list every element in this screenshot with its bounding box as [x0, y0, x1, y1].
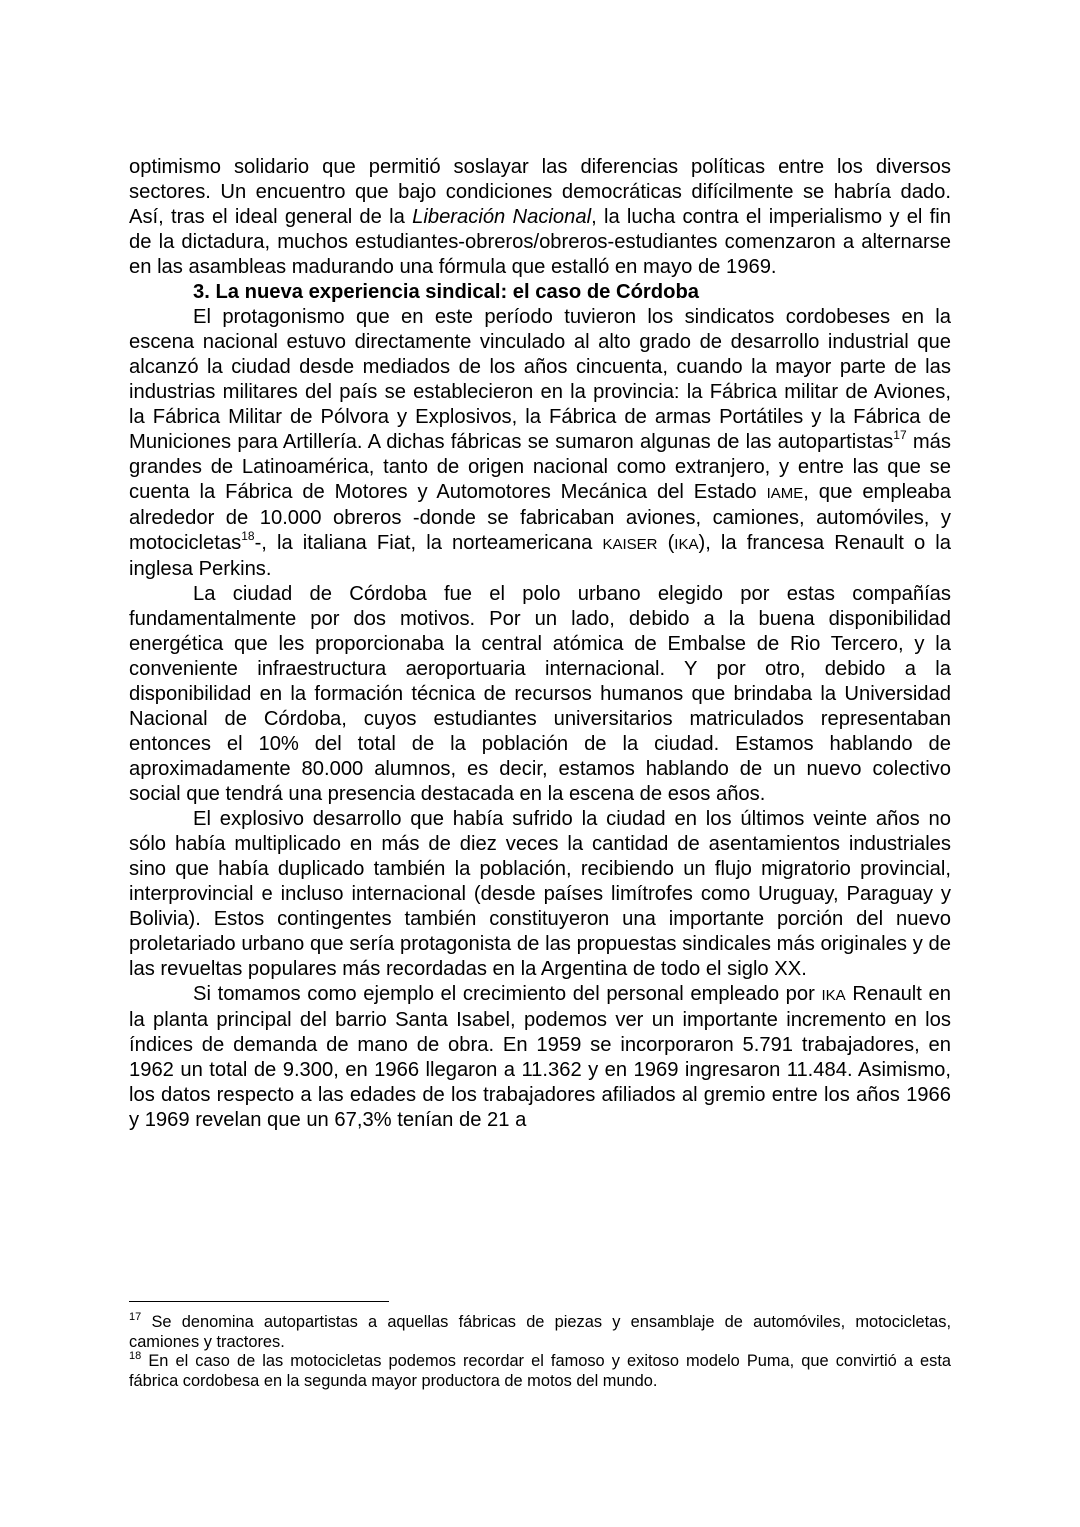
paragraph-1-text-3: , que empleaba alrededor de 10.000 obreros -donde se fabricaban aviones, camiones, automóviles, y motocicletas	[129, 481, 951, 554]
paragraph-4-text-2: Renault en la planta principal del barrio Santa Isabel, podemos ver un importante incremento en los índices de demanda de mano de obra. En 1959 se incorporaron 5.791 trabajadores, en 1962 un total de 9.300, en 1966 llegaron a 11.362 y en 1969 ingresaron 11.484. Asimismo, los datos respecto a las edades de los trabajadores afiliados al gremio entre los años 1966 y 1969 revelan que un 67,3% tenían de 21 a	[129, 983, 951, 1131]
footnote-number-18: 18	[129, 1350, 142, 1362]
acronym-ika: IKA	[674, 536, 699, 553]
body-text	[129, 155, 951, 1133]
acronym-kaiser: KAISER	[602, 536, 658, 553]
paragraph-1-text-2: más grandes de Latinoamérica, tanto de origen nacional como extranjero, y entre las que se cuenta la Fábrica de Motores y Automotores Mecánica del Estado	[129, 431, 951, 503]
footnote-ref-17: 17	[893, 428, 907, 442]
paragraph-growth: El explosivo desarrollo que había sufrido la ciudad en los últimos veinte años no sólo había multiplicado en más de diez veces la cantidad de asentamientos industriales sino que había duplicado también la población, recibiendo un flujo migratorio provincial, interprovincial e incluso internacional (desde países limítrofes como Uruguay, Paraguay y Bolivia). Estos contingentes también constituyeron una importante porción del nuevo proletariado urbano que sería protagonista de las propuestas sindicales más originales y de las revueltas populares más recordadas en la Argentina de todo el siglo XX.	[129, 808, 951, 980]
paragraph-4-text-1: Si tomamos como ejemplo el crecimiento del personal empleado por	[193, 983, 822, 1005]
footnote-18	[129, 1352, 951, 1391]
paragraph-city-choice: La ciudad de Córdoba fue el polo urbano elegido por estas compañías fundamentalmente por dos motivos. Por un lado, debido a la buena disponibilidad energética que les proporcionaba la central atómica de Embalse de Rio Tercero, y la conveniente infraestructura aeroportuaria internacional. Y por otro, debido a la disponibilidad en la formación técnica de recursos humanos que brindaba la Universidad Nacional de Córdoba, cuyos estudiantes universitarios matriculados representaban entonces el 10% del total de la población de la ciudad. Estamos hablando de aproximadamente 80.000 alumnos, es decir, estamos hablando de un nuevo colectivo social que tendrá una presencia destacada en la escena de esos años.	[129, 583, 951, 805]
paragraph-1-text-4: -, la italiana Fiat, la norteamericana	[254, 532, 603, 554]
footnote-17	[129, 1313, 951, 1352]
acronym-iame: IAME	[766, 485, 804, 502]
liberacion-nacional-term: Liberación Nacional	[412, 206, 592, 228]
intro-paragraph	[129, 155, 951, 280]
paragraph-1-text-1: El protagonismo que en este período tuvieron los sindicatos cordobeses en la escena nacional estuvo directamente vinculado al alto grado de desarrollo industrial que alcanzó la ciudad desde mediados de los años cincuenta, cuando la mayor parte de las industrias militares del país se establecieron en la provincia: la Fábrica militar de Aviones, la Fábrica Militar de Pólvora y Explosivos, la Fábrica de armas Portátiles y la Fábrica de Municiones para Artillería. A dichas fábricas se sumaron algunas de las autopartistas	[129, 306, 951, 453]
intro-text-1: optimismo solidario que permitió soslayar las diferencias políticas entre los diversos sectores. Un encuentro que bajo condiciones democráticas difícilmente se habría dado. Así, tras el ideal general de la	[129, 156, 951, 228]
paragraph-industries	[129, 305, 951, 582]
footnote-17-text: Se denomina autopartistas a aquellas fábricas de piezas y ensamblaje de automóviles, motocicletas, camiones y tractores.	[129, 1313, 951, 1351]
paragraph-1-text-6: ), la francesa Renault o la inglesa Perkins.	[129, 532, 951, 580]
footnote-number-17: 17	[129, 1311, 142, 1323]
paragraph-1-text-5: (	[657, 532, 675, 554]
paragraph-ika-employment	[129, 982, 951, 1133]
acronym-ika-2: IKA	[821, 987, 846, 1004]
footnote-ref-18: 18	[241, 529, 255, 543]
intro-text-2: , la lucha contra el imperialismo y el fin de la dictadura, muchos estudiantes-obreros/obreros-estudiantes comenzaron a alternarse en las asambleas madurando una fórmula que estalló en mayo de 1969.	[129, 206, 951, 278]
section-heading: 3. La nueva experiencia sindical: el caso de Córdoba	[193, 281, 699, 303]
footnote-separator	[129, 1301, 389, 1302]
footnote-18-text: En el caso de las motocicletas podemos recordar el famoso y exitoso modelo Puma, que convirtió a esta fábrica cordobesa en la segunda mayor productora de motos del mundo.	[129, 1352, 951, 1390]
footnotes	[129, 1313, 951, 1391]
